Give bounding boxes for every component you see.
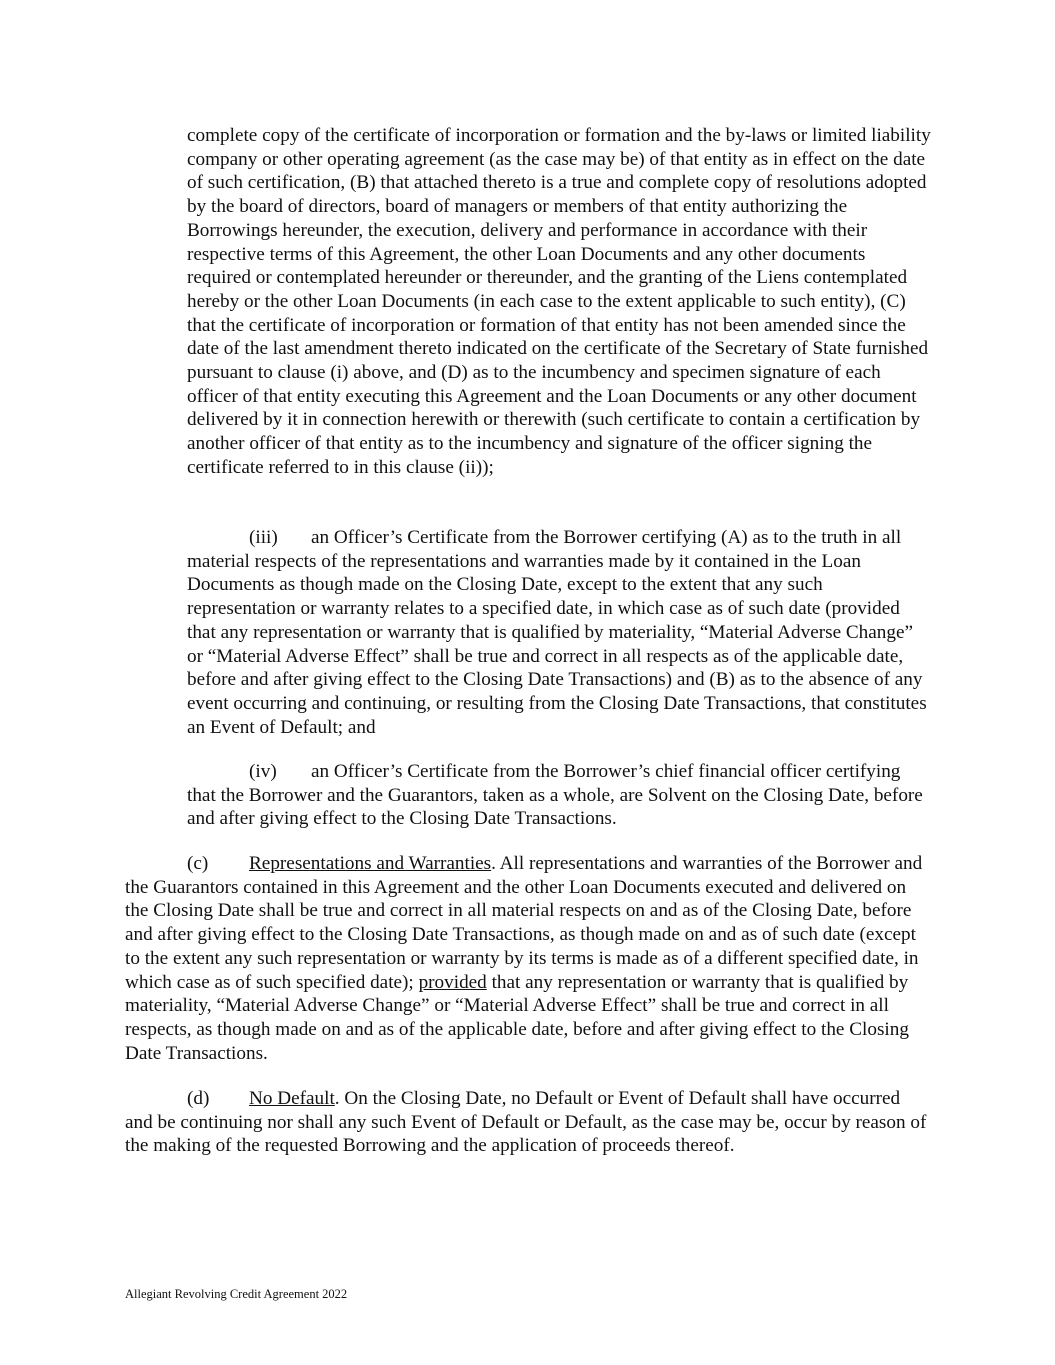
provided-term: provided [418, 971, 487, 993]
paragraph-text: an Officer’s Certificate from the Borrower’s chief financial officer certifying that the Borrower and the Guarantors, taken as a whole, are Solvent on the Closing Date, before and after giving effect to the Closing Date Transactions. [187, 761, 923, 830]
paragraph-iv [187, 760, 932, 831]
paragraph-text: . On the Closing Date, no Default or Event of Default shall have occurred and be continuing nor shall any such Event of Default or Default, as the case may be, occur by reason of the making of the requested Borrowing and the application of proceeds thereof. [125, 1088, 927, 1157]
paragraph-text: . All representations and warranties of the Borrower and the Guarantors contained in this Agreement and the other Loan Documents executed and delivered on the Closing Date shall be true and correct in all material respects on and as of the Closing Date, before and after giving effect to the Closing Date Transactions, as though made on and as of such date (except to the extent any such representation or warranty by its terms is made as of a different specified date, in which case as of such specified date); [125, 853, 923, 993]
paragraph-d [125, 1087, 932, 1158]
section-number: (d) [187, 1088, 210, 1109]
page-footer: Allegiant Revolving Credit Agreement 2022 [125, 1287, 348, 1301]
section-heading: Representations and Warranties [249, 853, 492, 874]
clause-number: (iii) [249, 527, 278, 548]
section-number: (c) [187, 853, 209, 874]
paragraph-text: complete copy of the certificate of incorporation or formation and the by-laws or limited liability company or other operating agreement (as the case may be) of that entity as in effect on the date of such certification, (B) that attached thereto is a true and complete copy of resolutions adopted by the board of directors, board of managers or members of that entity authorizing the Borrowings hereunder, the execution, delivery and performance in accordance with their respective terms of this Agreement, the other Loan Documents and any other documents required or contemplated hereunder or thereunder, and the granting of the Liens contemplated hereby or the other Loan Documents (in each case to the extent applicable to such entity), (C) that the certificate of incorporation or formation of that entity has not been amended since the date of the last amendment thereto indicated on the certificate of the Secretary of State furnished pursuant to clause (i) above, and (D) as to the incumbency and specimen signature of each officer of that entity executing this Agreement and the Loan Documents or any other document delivered by it in connection herewith or therewith (such certificate to contain a certification by another officer of that entity as to the incumbency and signature of the officer signing the certificate referred to in this clause (ii)); [187, 125, 931, 478]
paragraph-c [125, 852, 932, 1065]
paragraph-text: an Officer’s Certificate from the Borrower certifying (A) as to the truth in all material respects of the representations and warranties made by it contained in the Loan Documents as though made on the Closing Date, except to the extent that any such representation or warranty relates to a specified date, in which case as of such date (provided that any representation or warranty that is qualified by materiality, “Material Adverse Change” or “Material Adverse Effect” shall be true and correct in all respects as of the applicable date, before and after giving effect to the Closing Date Transactions) and (B) as to the absence of any event occurring and continuing, or resulting from the Closing Date Transactions, that constitutes an Event of Default; and [187, 527, 927, 738]
paragraph-text: that any representation or warranty that is qualified by materiality, “Material Adverse Change” or “Material Adverse Effect” shall be true and correct in all respects, as though made on and as of the applicable date, before and after giving effect to the Closing Date Transactions. [125, 971, 909, 1064]
paragraph-iii [187, 526, 932, 739]
paragraph-ii-continuation [187, 124, 932, 480]
clause-number: (iv) [249, 761, 277, 782]
section-heading: No Default [249, 1088, 335, 1109]
